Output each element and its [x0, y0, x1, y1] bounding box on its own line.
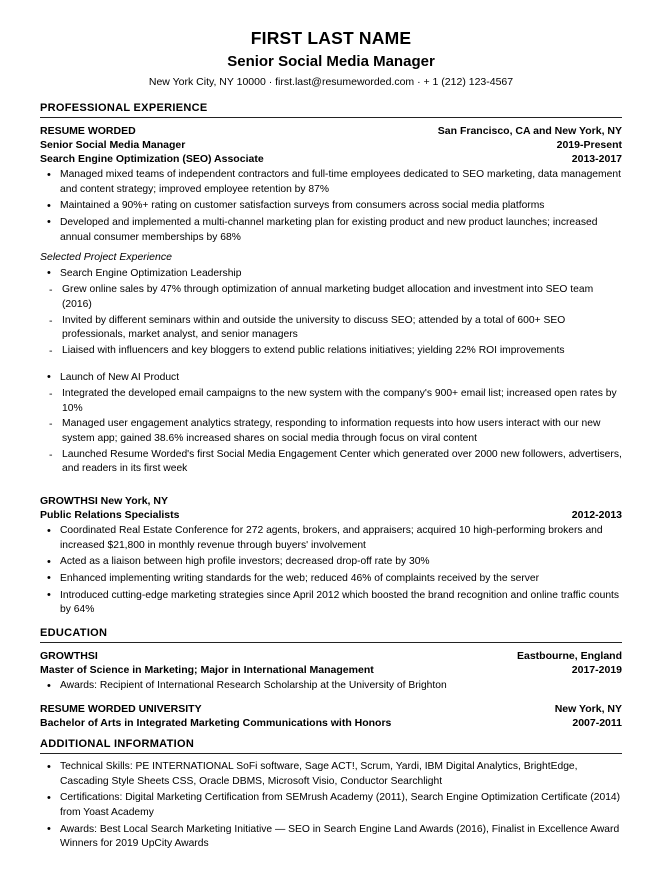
job-location: San Francisco, CA and New York, NY	[437, 124, 622, 137]
job-company-name: RESUME WORDED	[40, 124, 136, 137]
education-school-name: GROWTHSI	[40, 649, 98, 662]
education-degree: Bachelor of Arts in Integrated Marketing Communications with Honors	[40, 716, 392, 729]
job-company-row	[40, 124, 622, 138]
job-company-name: GROWTHSI New York, NY	[40, 494, 168, 507]
job-entry-growthsi	[40, 494, 622, 618]
job-title-row	[40, 508, 622, 522]
selected-project-experience-label: Selected Project Experience	[40, 251, 172, 264]
education-dates: 2017-2019	[571, 663, 622, 676]
education-degree-row	[40, 663, 622, 677]
job-dates: 2013-2017	[571, 152, 622, 165]
section-additional-information	[40, 738, 622, 852]
education-dates: 2007-2011	[572, 716, 622, 729]
section-professional-experience	[40, 102, 622, 618]
job-title: Search Engine Optimization (SEO) Associate	[40, 152, 264, 165]
list-item: - Managed user engagement analytics strategy, responding to information requests into how users interact with our new system app; gained 38.6% increased shares on social media through focus on viral content	[40, 417, 622, 446]
list-item: • Search Engine Optimization Leadership	[40, 267, 622, 282]
list-item: • Awards: Recipient of International Research Scholarship at the University of Brighton	[40, 679, 622, 694]
spacer	[40, 486, 622, 494]
job-title-row-2	[40, 152, 622, 166]
list-item: • Acted as a liaison between high profile investors; decreased drop-off rate by 30%	[40, 555, 622, 570]
list-item: • Managed mixed teams of independent contractors and full-time employees dedicated to SEO marketing, data management and content strategy; improved employee retention by 87%	[40, 168, 622, 197]
list-item: • Launch of New AI Product	[40, 371, 622, 386]
project-list	[40, 371, 622, 386]
education-school-row	[40, 702, 622, 716]
project-detail-list	[40, 283, 622, 358]
education-bullet-list	[40, 679, 622, 694]
job-title: Senior Social Media Manager	[40, 138, 186, 151]
page-title: FIRST LAST NAME	[250, 28, 412, 48]
job-bullet-list	[40, 524, 622, 618]
contact-line: New York City, NY 10000 · first.last@resumeworded.com · + 1 (212) 123-4567	[148, 76, 514, 88]
list-item: • Introduced cutting-edge marketing strategies since April 2012 which boosted the brand recognition and online traffic counts by 64%	[40, 589, 622, 618]
list-item: - Launched Resume Worded's first Social Media Engagement Center which generated over 2000 new followers, advertisers, and readers in its first week	[40, 448, 622, 477]
job-entry-resume-worded	[40, 124, 622, 477]
education-degree-row	[40, 716, 622, 730]
education-location: New York, NY	[554, 702, 622, 715]
education-school-name: RESUME WORDED UNIVERSITY	[40, 702, 202, 715]
job-title-row-1	[40, 138, 622, 152]
list-item: • Maintained a 90%+ rating on customer satisfaction surveys from consumers across social media platforms	[40, 199, 622, 214]
resume-header	[40, 28, 622, 90]
list-item: • Certifications: Digital Marketing Certification from SEMrush Academy (2011), Search Engine Optimization Certificate (2014) from Yoast Academy	[40, 791, 622, 820]
project-detail-list	[40, 387, 622, 477]
professional-headline: Senior Social Media Manager	[227, 53, 435, 70]
list-item: • Enhanced implementing writing standards for the web; reduced 46% of complaints received by the server	[40, 572, 622, 587]
section-heading-experience: PROFESSIONAL EXPERIENCE	[40, 102, 622, 118]
section-heading-education: EDUCATION	[40, 627, 622, 643]
job-company-row	[40, 494, 622, 508]
job-title: Public Relations Specialists	[40, 508, 180, 521]
list-item: - Grew online sales by 47% through optimization of annual marketing budget allocation and investment into SEO team (2016)	[40, 283, 622, 312]
education-school-row	[40, 649, 622, 663]
list-item: • Developed and implemented a multi-channel marketing plan for existing product and new product launches; increased annual consumer memberships by 68%	[40, 216, 622, 245]
list-item: - Liaised with influencers and key bloggers to extend public relations initiatives; yielding 22% ROI improvements	[40, 344, 622, 359]
spacer	[40, 361, 622, 369]
section-education	[40, 627, 622, 730]
section-heading-additional: ADDITIONAL INFORMATION	[40, 738, 622, 754]
education-degree: Master of Science in Marketing; Major in International Management	[40, 663, 374, 676]
additional-bullet-list	[40, 760, 622, 852]
education-entry-resume-worded-university	[40, 702, 622, 730]
list-item: • Coordinated Real Estate Conference for 272 agents, brokers, and appraisers; acquired 10 high-performing brokers and increased $21,800 in monthly revenue through buyers' involvement	[40, 524, 622, 553]
list-item: - Invited by different seminars within and outside the university to discuss SEO; attended by a total of 600+ SEO professionals, market analyst, and senior managers	[40, 314, 622, 343]
job-dates: 2019-Present	[556, 138, 622, 151]
project-list	[40, 267, 622, 282]
job-dates: 2012-2013	[571, 508, 622, 521]
education-location: Eastbourne, England	[516, 649, 622, 662]
list-item: • Technical Skills: PE INTERNATIONAL SoFi software, Sage ACT!, Scrum, Yardi, IBM Digital Analytics, BrightEdge, Cascading Style Sheets CSS, Oracle DBMS, Microsoft Visio, Conductor Searchlight	[40, 760, 622, 789]
education-entry-growthsi	[40, 649, 622, 694]
list-item: • Awards: Best Local Search Marketing Initiative — SEO in Search Engine Land Awards (2016), Finalist in Excellence Award Winners for 2019 UpCity Awards	[40, 823, 622, 852]
job-bullet-list	[40, 168, 622, 245]
list-item: - Integrated the developed email campaigns to the new system with the company's 900+ email list; increased open rates by 10%	[40, 387, 622, 416]
